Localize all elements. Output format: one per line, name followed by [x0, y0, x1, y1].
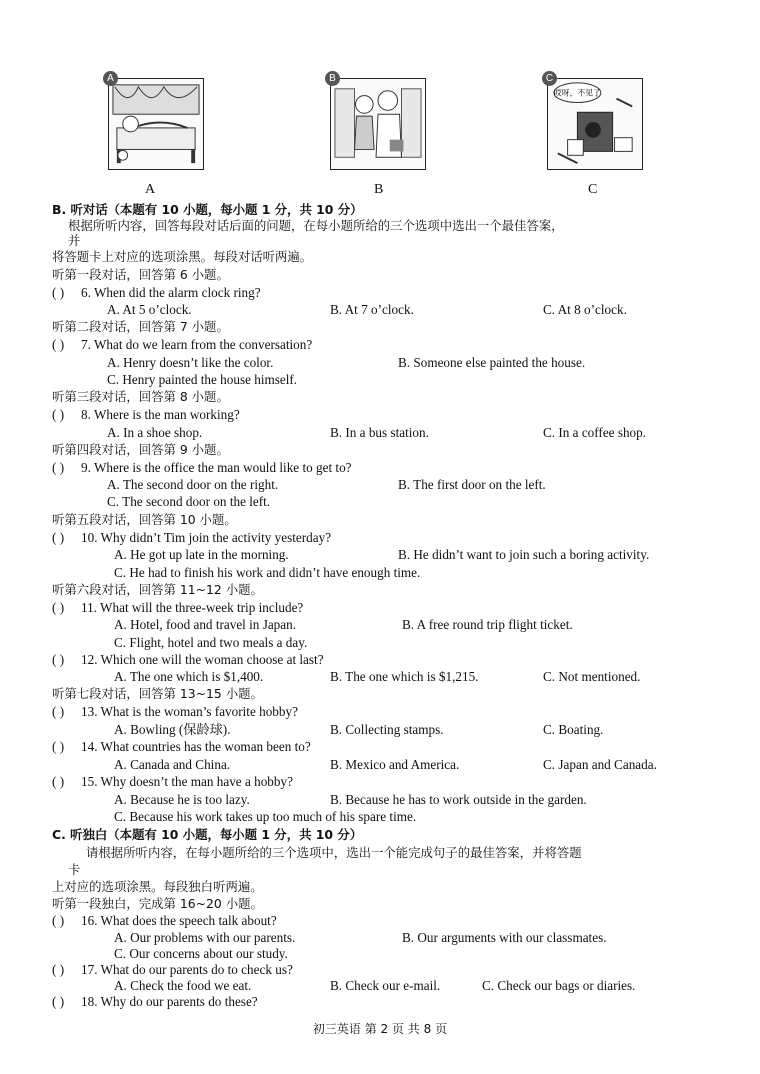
q12-option-a: A. The one which is $1,400. [114, 669, 264, 684]
question-12: 12. Which one will the woman choose at last? [81, 652, 324, 667]
q9-option-a: A. The second door on the right. [107, 477, 279, 492]
q6-option-b: B. At 7 o’clock. [330, 302, 414, 317]
question-10: 10. Why didn’t Tim join the activity yesterday? [81, 530, 332, 545]
section-b-instruction-1: 根据所听内容，回答每段对话后面的问题，在每小题所给的三个选项中选出一个最佳答案， [68, 218, 564, 233]
question-17: 17. What do our parents do to check us? [81, 962, 293, 977]
picture-b-badge: B [325, 71, 340, 86]
picture-a-label: A [145, 182, 156, 197]
answer-blank-9[interactable]: ( ) [52, 460, 65, 475]
page-footer: 初三英语 第 2 页 共 8 页 [312, 1022, 448, 1036]
answer-blank-13[interactable]: ( ) [52, 704, 65, 719]
q6-option-a: A. At 5 o’clock. [107, 302, 192, 317]
monologue-1-instruction: 听第一段独白，完成第 16~20 小题。 [52, 896, 263, 911]
section-b-instruction-1b: 并 [68, 233, 81, 248]
q13-option-c: C. Boating. [543, 722, 604, 737]
answer-blank-14[interactable]: ( ) [52, 739, 65, 754]
section-b-heading: B. 听对话（本题有 10 小题，每小题 1 分，共 10 分） [52, 202, 363, 217]
q8-option-c: C. In a coffee shop. [543, 425, 647, 440]
q17-option-b: B. Check our e-mail. [330, 978, 441, 993]
q15-option-c: C. Because his work takes up too much of his spare time. [114, 809, 417, 824]
dialogue-1-instruction: 听第一段对话，回答第 6 小题。 [52, 267, 229, 282]
q9-option-c: C. The second door on the left. [107, 494, 271, 509]
answer-blank-18[interactable]: ( ) [52, 994, 65, 1009]
question-15: 15. Why doesn’t the man have a hobby? [81, 774, 293, 789]
picture-a [107, 73, 204, 170]
q13-option-b: B. Collecting stamps. [330, 722, 444, 737]
answer-blank-12[interactable]: ( ) [52, 652, 65, 667]
section-b-instruction-2: 将答题卡上对应的选项涂黑。每段对话听两遍。 [52, 249, 313, 264]
question-6: 6. When did the alarm clock ring? [81, 285, 261, 300]
q13-option-a: A. Bowling (保龄球). [114, 722, 231, 737]
question-16: 16. What does the speech talk about? [81, 913, 277, 928]
picture-c [545, 73, 643, 170]
q15-option-a: A. Because he is too lazy. [114, 792, 250, 807]
answer-blank-16[interactable]: ( ) [52, 913, 65, 928]
section-c-heading: C. 听独白（本题有 10 小题，每小题 1 分，共 10 分） [52, 827, 363, 842]
two-people-illustration [331, 79, 425, 169]
q7-option-a: A. Henry doesn’t like the color. [107, 355, 274, 370]
bed-sleeping-illustration [109, 79, 203, 169]
q16-option-c: C. Our concerns about our study. [114, 946, 288, 961]
dialogue-7-instruction: 听第七段对话，回答第 13~15 小题。 [52, 686, 263, 701]
q12-option-c: C. Not mentioned. [543, 669, 641, 684]
answer-blank-17[interactable]: ( ) [52, 962, 65, 977]
q8-option-a: A. In a shoe shop. [107, 425, 203, 440]
picture-c-badge: C [542, 71, 557, 86]
q16-option-a: A. Our problems with our parents. [114, 930, 296, 945]
question-11: 11. What will the three-week trip include? [81, 600, 304, 615]
q11-option-b: B. A free round trip flight ticket. [402, 617, 573, 632]
answer-blank-11[interactable]: ( ) [52, 600, 65, 615]
q11-option-a: A. Hotel, food and travel in Japan. [114, 617, 297, 632]
picture-a-badge: A [103, 71, 118, 86]
q16-option-b: B. Our arguments with our classmates. [402, 930, 607, 945]
q12-option-b: B. The one which is $1,215. [330, 669, 479, 684]
question-8: 8. Where is the man working? [81, 407, 240, 422]
q14-option-b: B. Mexico and America. [330, 757, 460, 772]
answer-blank-7[interactable]: ( ) [52, 337, 65, 352]
q14-option-c: C. Japan and Canada. [543, 757, 657, 772]
picture-b-label: B [374, 182, 384, 197]
question-18: 18. Why do our parents do these? [81, 994, 258, 1009]
question-13: 13. What is the woman’s favorite hobby? [81, 704, 298, 719]
q10-option-a: A. He got up late in the morning. [114, 547, 289, 562]
q17-option-c: C. Check our bags or diaries. [482, 978, 636, 993]
q15-option-b: B. Because he has to work outside in the garden. [330, 792, 587, 807]
lost-item-illustration [548, 79, 642, 169]
q10-option-c: C. He had to finish his work and didn’t have enough time. [114, 565, 421, 580]
dialogue-2-instruction: 听第二段对话，回答第 7 小题。 [52, 319, 229, 334]
q14-option-a: A. Canada and China. [114, 757, 231, 772]
question-7: 7. What do we learn from the conversation? [81, 337, 313, 352]
q17-option-a: A. Check the food we eat. [114, 978, 252, 993]
section-c-instruction-2: 上对应的选项涂黑。每段独白听两遍。 [52, 879, 263, 894]
q10-option-b: B. He didn’t want to join such a boring activity. [398, 547, 650, 562]
q7-option-b: B. Someone else painted the house. [398, 355, 586, 370]
answer-blank-10[interactable]: ( ) [52, 530, 65, 545]
answer-blank-15[interactable]: ( ) [52, 774, 65, 789]
q6-option-c: C. At 8 o’clock. [543, 302, 627, 317]
dialogue-4-instruction: 听第四段对话，回答第 9 小题。 [52, 442, 229, 457]
q11-option-c: C. Flight, hotel and two meals a day. [114, 635, 308, 650]
speech-bubble-text: 哎呀，不见了 [553, 88, 601, 98]
q8-option-b: B. In a bus station. [330, 425, 429, 440]
section-c-instruction-1b: 卡 [68, 862, 81, 877]
answer-blank-8[interactable]: ( ) [52, 407, 65, 422]
q9-option-b: B. The first door on the left. [398, 477, 546, 492]
dialogue-5-instruction: 听第五段对话，回答第 10 小题。 [52, 512, 237, 527]
dialogue-3-instruction: 听第三段对话，回答第 8 小题。 [52, 389, 229, 404]
question-9: 9. Where is the office the man would like to get to? [81, 460, 352, 475]
q7-option-c: C. Henry painted the house himself. [107, 372, 298, 387]
section-c-instruction-1: 请根据所听内容，在每小题所给的三个选项中，选出一个能完成句子的最佳答案，并将答题 [86, 845, 582, 860]
picture-b [329, 73, 426, 170]
dialogue-6-instruction: 听第六段对话，回答第 11~12 小题。 [52, 582, 263, 597]
answer-blank-6[interactable]: ( ) [52, 285, 65, 300]
question-14: 14. What countries has the woman been to? [81, 739, 311, 754]
picture-c-label: C [588, 182, 598, 197]
